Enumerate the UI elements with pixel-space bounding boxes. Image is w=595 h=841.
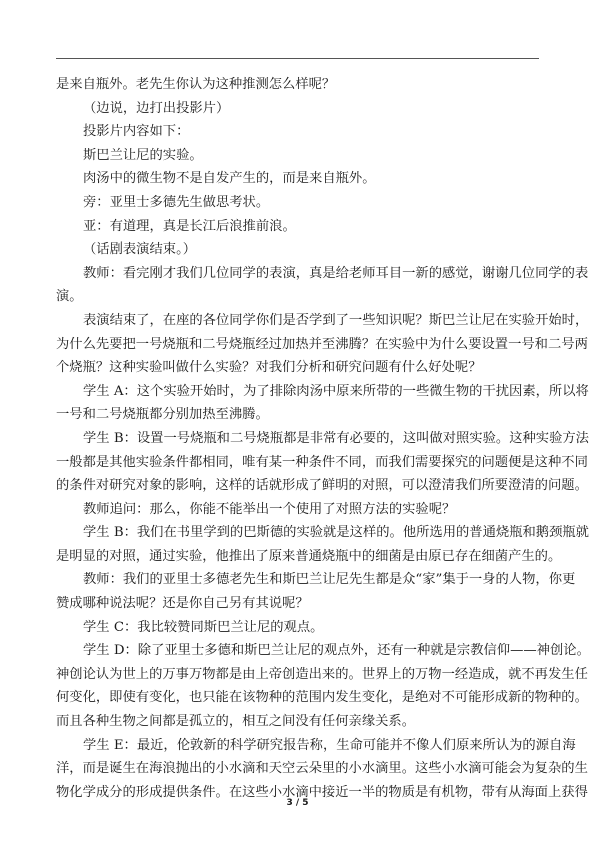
text-line: 何变化，即使有变化，也只能在该物种的范围内发生变化，是绝对不可能形成新的物种的。 — [56, 690, 588, 706]
text-line: 教师：我们的亚里士多德老先生和斯巴兰让尼先生都是众“家”集于一身的人物，你更 — [83, 572, 576, 588]
text-line: 学生 C：我比较赞同斯巴兰让尼的观点。 — [83, 619, 324, 635]
text-line: 演。 — [56, 289, 83, 305]
text-line: 学生 B：我们在书里学到的巴斯德的实验就是这样的。他所选用的普通烧瓶和鹅颈瓶就 — [83, 525, 589, 541]
text-line: 赞成哪种说法呢？还是你自己另有其说呢？ — [56, 596, 309, 612]
text-line: 教师追问：那么，你能不能举出一个使用了对照方法的实验呢？ — [83, 501, 456, 517]
text-line: 个烧瓶？这种实验叫做什么实验？对我们分析和研究问题有什么好处呢？ — [56, 360, 482, 376]
text-line: 亚：有道理，真是长江后浪推前浪。 — [83, 218, 296, 234]
document-body — [56, 73, 590, 804]
text-line: 表演结束了，在座的各位同学你们是否学到了一些知识呢？斯巴兰让尼在实验开始时， — [83, 312, 589, 328]
text-line: （话剧表演结束。） — [83, 242, 197, 258]
page-number: 3 / 5 — [286, 798, 309, 808]
text-line: 的条件对研究对象的影响，这样的话就形成了鲜明的对照，可以澄清我们所要澄清的问题。 — [56, 478, 588, 494]
text-line: 学生 E：最近，伦敦新的科学研究报告称，生命可能并不像人们原来所认为的源自海 — [83, 737, 576, 753]
text-line: 投影片内容如下： — [83, 124, 190, 140]
text-line: 教师：看完刚才我们几位同学的表演，真是给老师耳目一新的感觉，谢谢几位同学的表 — [83, 265, 589, 281]
text-line: 神创论认为世上的万事万物都是由上帝创造出来的。世界上的万物一经造成，就不再发生任 — [56, 666, 588, 682]
text-line: 学生 D：除了亚里士多德和斯巴兰让尼的观点外，还有一种就是宗教信仰——神创论。 — [83, 643, 590, 659]
text-line: 学生 B：设置一号烧瓶和二号烧瓶都是非常有必要的，这叫做对照实验。这种实验方法 — [83, 430, 589, 446]
text-line: 肉汤中的微生物不是自发产生的，而是来自瓶外。 — [83, 171, 376, 187]
header-rule — [56, 58, 539, 59]
text-line: 而且各种生物之间都是孤立的，相互之间没有任何亲缘关系。 — [56, 714, 416, 730]
text-line: 是明显的对照，通过实验，他推出了原来普通烧瓶中的细菌是由原已存在细菌产生的。 — [56, 548, 562, 564]
text-line: 是来自瓶外。老先生你认为这种推测怎么样呢？ — [56, 77, 336, 92]
text-line: （边说，边打出投影片） — [83, 100, 230, 116]
text-line: 旁：亚里士多德先生做思考状。 — [83, 194, 270, 210]
text-line: 物化学成分的形成提供条件。在这些小水滴中接近一半的物质是有机物，带有从海面上获得 — [56, 784, 588, 800]
text-line: 一号和二号烧瓶都分别加热至沸腾。 — [56, 407, 269, 423]
text-line: 一般都是其他实验条件都相同，唯有某一种条件不同，而我们需要探究的问题便是这种不同 — [56, 454, 588, 470]
text-line: 洋，而是诞生在海浪抛出的小水滴和天空云朵里的小水滴里。这些小水滴可能会为复杂的生 — [56, 761, 588, 777]
text-line: 为什么先要把一号烧瓶和二号烧瓶经过加热并至沸腾？在实验中为什么要设置一号和二号两 — [56, 336, 588, 352]
text-line: 斯巴兰让尼的实验。 — [83, 147, 203, 163]
text-line: 学生 A：这个实验开始时，为了排除肉汤中原来所带的一些微生物的干扰因素，所以将 — [83, 383, 589, 399]
